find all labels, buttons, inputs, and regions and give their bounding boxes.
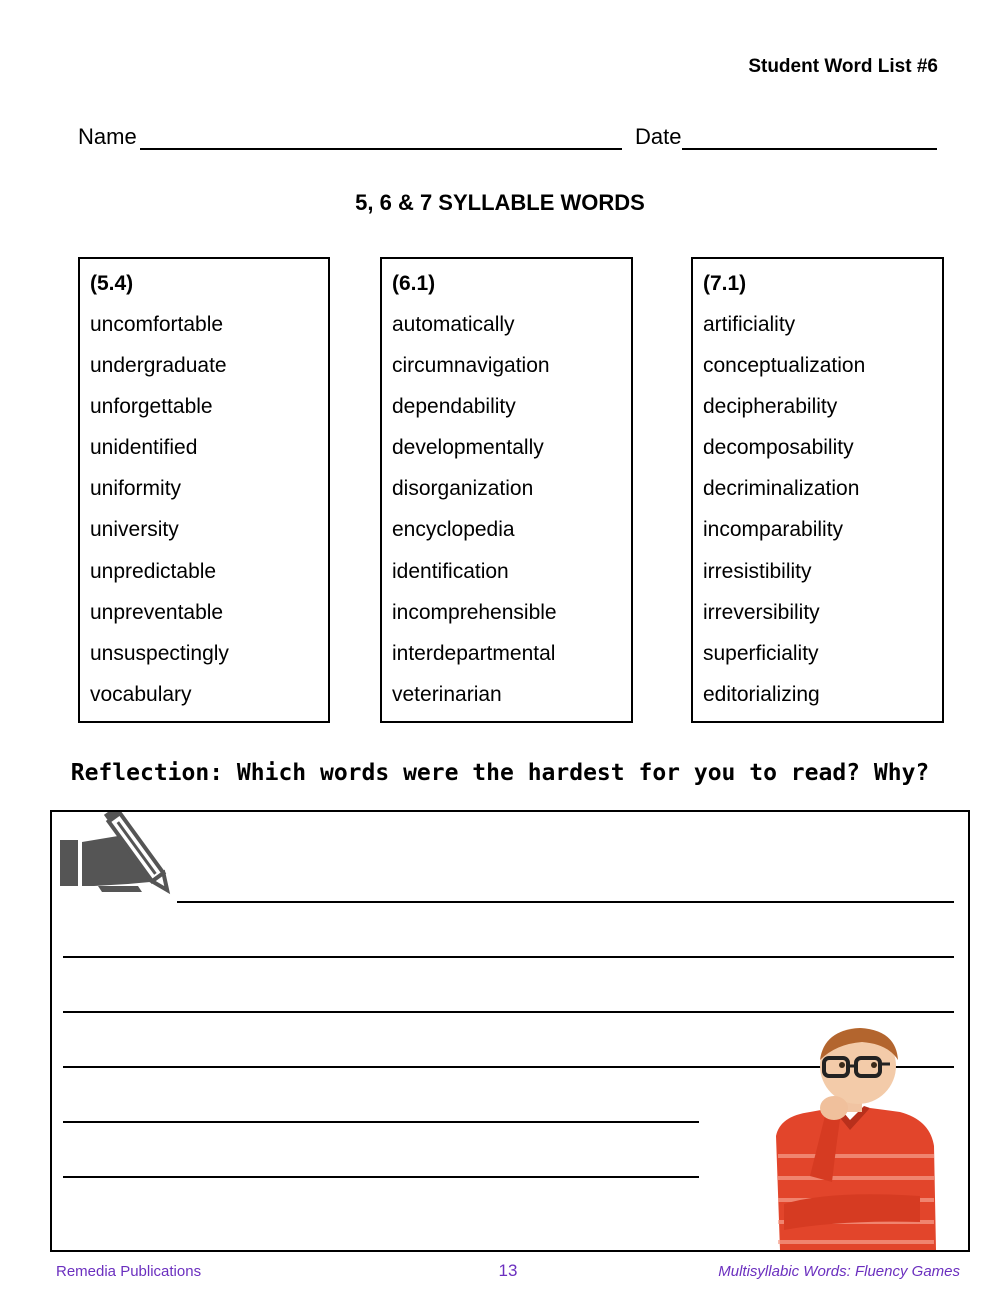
word-list-column-7-syllable xyxy=(691,257,944,723)
word-item: incomparability xyxy=(703,518,844,542)
word-item: disorganization xyxy=(392,477,534,501)
column-heading: (6.1) xyxy=(392,272,436,295)
reflection-prompt: Reflection: Which words were the hardest for you to read? Why? xyxy=(70,760,930,786)
word-item: editorializing xyxy=(703,682,820,706)
footer-book-title: Multisyllabic Words: Fluency Games xyxy=(718,1263,960,1280)
hand-writing-icon xyxy=(58,812,186,907)
writing-line[interactable] xyxy=(63,956,954,958)
word-item: dependability xyxy=(392,395,516,419)
word-item: unpreventable xyxy=(90,600,224,624)
footer-publisher: Remedia Publications xyxy=(56,1263,202,1280)
word-item: unsuspectingly xyxy=(90,641,229,665)
word-item: unforgettable xyxy=(90,395,213,419)
word-item: decipherability xyxy=(703,395,838,419)
name-label: Name xyxy=(78,124,137,149)
page-number: 13 xyxy=(498,1261,518,1280)
writing-line[interactable] xyxy=(63,1121,699,1123)
word-item: conceptualization xyxy=(703,354,866,378)
column-heading: (5.4) xyxy=(90,272,134,295)
name-date-row xyxy=(78,124,938,154)
word-item: unpredictable xyxy=(90,559,217,583)
word-item: vocabulary xyxy=(90,682,192,706)
date-field[interactable] xyxy=(682,148,937,150)
word-item: decriminalization xyxy=(703,477,860,501)
writing-line[interactable] xyxy=(63,1011,954,1013)
column-heading: (7.1) xyxy=(703,272,747,295)
name-field[interactable] xyxy=(140,148,622,150)
word-item: uncomfortable xyxy=(90,313,224,336)
date-label: Date xyxy=(635,124,682,149)
word-item: university xyxy=(90,518,179,542)
word-item: undergraduate xyxy=(90,354,227,378)
word-item: irresistibility xyxy=(703,559,812,583)
word-item: circumnavigation xyxy=(392,354,550,378)
thinking-boy-illustration xyxy=(770,1026,940,1250)
word-item: incomprehensible xyxy=(392,600,557,624)
worksheet-title: Student Word List #6 xyxy=(748,56,938,77)
word-item: identification xyxy=(392,559,509,583)
word-item: irreversibility xyxy=(703,600,820,624)
word-item: decomposability xyxy=(703,436,854,460)
word-item: encyclopedia xyxy=(392,518,515,542)
word-item: superficiality xyxy=(703,641,819,665)
word-item: interdepartmental xyxy=(392,641,556,665)
word-item: developmentally xyxy=(392,436,544,460)
writing-line[interactable] xyxy=(177,901,954,903)
word-item: uniformity xyxy=(90,477,182,501)
writing-line[interactable] xyxy=(63,1176,699,1178)
section-title: 5, 6 & 7 SYLLABLE WORDS xyxy=(355,190,645,215)
word-item: automatically xyxy=(392,313,515,336)
word-list-column-6-syllable xyxy=(380,257,633,723)
word-item: veterinarian xyxy=(392,682,502,706)
word-list-column-5-syllable xyxy=(78,257,330,723)
word-item: unidentified xyxy=(90,436,198,460)
word-item: artificiality xyxy=(703,313,796,336)
